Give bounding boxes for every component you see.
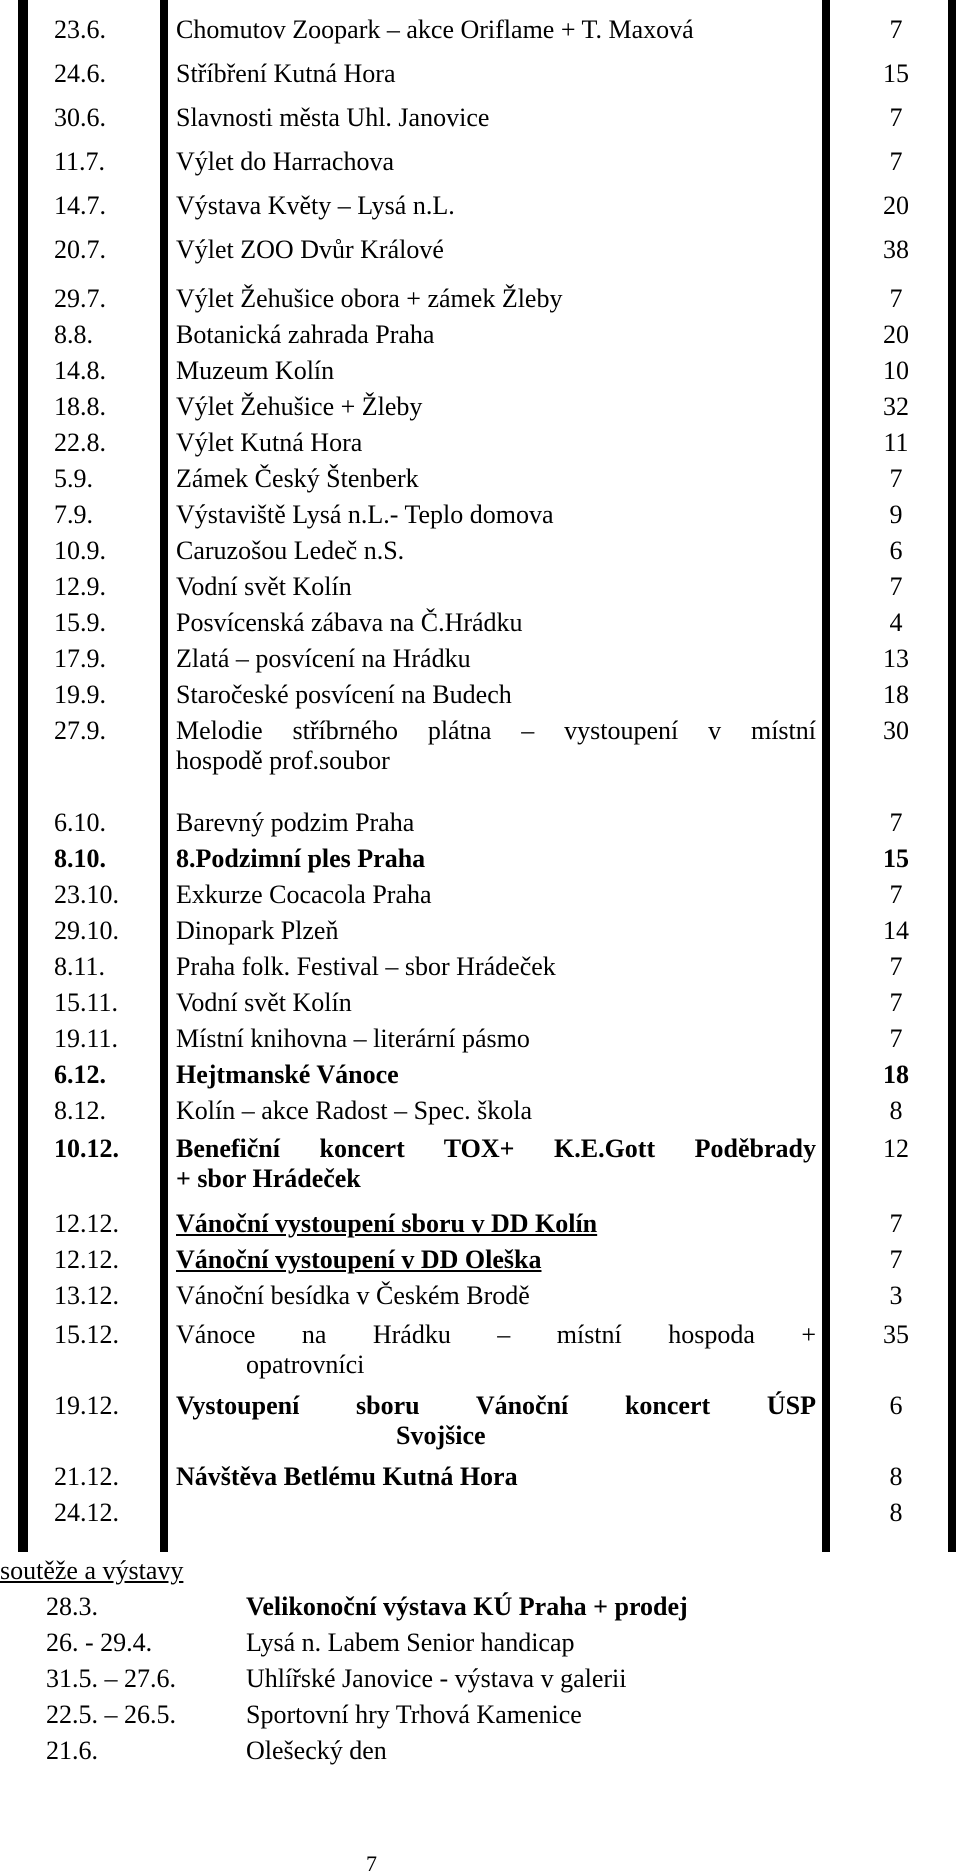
row-date: 10.9. bbox=[54, 536, 106, 565]
row-event-line2: Svojšice bbox=[396, 1421, 486, 1450]
page-number: 7 bbox=[366, 1851, 377, 1876]
row-count: 8 bbox=[889, 1096, 903, 1125]
table-divider-count bbox=[822, 0, 830, 1552]
row-count: 3 bbox=[889, 1281, 903, 1310]
row-date: 7.9. bbox=[54, 500, 93, 529]
row-date: 10.12. bbox=[54, 1134, 119, 1163]
competition-date: 28.3. bbox=[46, 1592, 98, 1621]
row-count: 11 bbox=[883, 428, 909, 457]
competition-date: 31.5. – 27.6. bbox=[46, 1664, 176, 1693]
row-count: 15 bbox=[883, 844, 909, 873]
row-count: 18 bbox=[883, 680, 909, 709]
row-event: Výlet Kutná Hora bbox=[176, 428, 363, 457]
row-event: Vánoční vystoupení sboru v DD Kolín bbox=[176, 1209, 598, 1238]
competition-name: Velikonoční výstava KÚ Praha + prodej bbox=[246, 1592, 688, 1621]
row-event: Exkurze Cocacola Praha bbox=[176, 880, 432, 909]
row-date: 29.10. bbox=[54, 916, 119, 945]
row-count: 7 bbox=[889, 880, 903, 909]
row-date: 24.6. bbox=[54, 59, 106, 88]
row-date: 8.10. bbox=[54, 844, 106, 873]
row-event: Vodní svět Kolín bbox=[176, 988, 352, 1017]
row-event: Chomutov Zoopark – akce Oriflame + T. Maxová bbox=[176, 15, 694, 44]
row-event bbox=[176, 1320, 816, 1380]
row-event-line1: Benefiční koncert TOX+ K.E.Gott Poděbrady bbox=[176, 1134, 816, 1163]
row-event: Muzeum Kolín bbox=[176, 356, 335, 385]
row-date: 23.6. bbox=[54, 15, 106, 44]
row-event: Vánoční vystoupení v DD Oleška bbox=[176, 1245, 542, 1274]
competitions-heading: soutěže a výstavy bbox=[0, 1556, 184, 1585]
events-table bbox=[18, 0, 956, 1552]
row-event: 8.Podzimní ples Praha bbox=[176, 844, 426, 873]
row-event: Staročeské posvícení na Budech bbox=[176, 680, 512, 709]
competition-date: 22.5. – 26.5. bbox=[46, 1700, 176, 1729]
row-date: 21.12. bbox=[54, 1462, 119, 1491]
row-event-line1: Melodie stříbrného plátna – vystoupení v místní bbox=[176, 716, 816, 745]
row-date: 15.12. bbox=[54, 1320, 119, 1349]
row-date: 24.12. bbox=[54, 1498, 119, 1527]
row-count: 18 bbox=[883, 1060, 909, 1089]
row-count: 4 bbox=[889, 608, 903, 637]
row-count: 7 bbox=[889, 1024, 903, 1053]
row-count: 7 bbox=[889, 572, 903, 601]
competition-name: Lysá n. Labem Senior handicap bbox=[246, 1628, 575, 1657]
row-count: 7 bbox=[889, 808, 903, 837]
table-divider-date bbox=[160, 0, 168, 1552]
row-date: 19.12. bbox=[54, 1391, 119, 1420]
row-event: Výlet Žehušice obora + zámek Žleby bbox=[176, 284, 563, 313]
row-count: 8 bbox=[889, 1498, 903, 1527]
row-date: 14.7. bbox=[54, 191, 106, 220]
row-event: Kolín – akce Radost – Spec. škola bbox=[176, 1096, 532, 1125]
row-event: Zámek Český Štenberk bbox=[176, 464, 419, 493]
row-date: 11.7. bbox=[54, 147, 106, 176]
row-date: 23.10. bbox=[54, 880, 119, 909]
row-event: Zlatá – posvícení na Hrádku bbox=[176, 644, 471, 673]
table-border-right bbox=[948, 0, 956, 1552]
row-count: 7 bbox=[889, 1209, 903, 1238]
row-count: 7 bbox=[889, 284, 903, 313]
row-count: 7 bbox=[889, 15, 903, 44]
row-date: 15.11. bbox=[54, 988, 119, 1017]
row-event: Barevný podzim Praha bbox=[176, 808, 415, 837]
row-date: 12.12. bbox=[54, 1209, 119, 1238]
row-event: Výlet Žehušice + Žleby bbox=[176, 392, 423, 421]
row-date: 20.7. bbox=[54, 235, 106, 264]
row-count: 12 bbox=[883, 1134, 909, 1163]
row-count: 6 bbox=[889, 1391, 903, 1420]
row-date: 8.8. bbox=[54, 320, 93, 349]
row-date: 13.12. bbox=[54, 1281, 119, 1310]
row-event-line2: opatrovníci bbox=[246, 1350, 365, 1379]
row-date: 29.7. bbox=[54, 284, 106, 313]
row-event: Hejtmanské Vánoce bbox=[176, 1060, 399, 1089]
row-date: 19.11. bbox=[54, 1024, 119, 1053]
row-event bbox=[176, 1134, 816, 1194]
row-event-line1: Vánoce na Hrádku – místní hospoda + bbox=[176, 1320, 816, 1349]
row-count: 30 bbox=[883, 716, 909, 745]
row-event: Místní knihovna – literární pásmo bbox=[176, 1024, 530, 1053]
competition-date: 21.6. bbox=[46, 1736, 98, 1765]
row-count: 7 bbox=[889, 464, 903, 493]
row-event: Výlet do Harrachova bbox=[176, 147, 395, 176]
row-date: 22.8. bbox=[54, 428, 106, 457]
row-count: 20 bbox=[883, 191, 909, 220]
row-event-line1: Vystoupení sboru Vánoční koncert ÚSP bbox=[176, 1391, 816, 1420]
row-date: 27.9. bbox=[54, 716, 106, 745]
competition-name: Olešecký den bbox=[246, 1736, 387, 1765]
row-date: 8.12. bbox=[54, 1096, 106, 1125]
row-count: 35 bbox=[883, 1320, 909, 1349]
row-count: 7 bbox=[889, 1245, 903, 1274]
row-date: 8.11. bbox=[54, 952, 106, 981]
row-event bbox=[176, 716, 816, 776]
row-event: Vodní svět Kolín bbox=[176, 572, 352, 601]
row-event: Výstaviště Lysá n.L.- Teplo domova bbox=[176, 500, 554, 529]
competition-name: Sportovní hry Trhová Kamenice bbox=[246, 1700, 582, 1729]
row-event: Vánoční besídka v Českém Brodě bbox=[176, 1281, 530, 1310]
row-date: 18.8. bbox=[54, 392, 106, 421]
row-count: 9 bbox=[889, 500, 903, 529]
row-date: 15.9. bbox=[54, 608, 106, 637]
row-event: Botanická zahrada Praha bbox=[176, 320, 435, 349]
row-date: 14.8. bbox=[54, 356, 106, 385]
row-event-line2: + sbor Hrádeček bbox=[176, 1164, 361, 1193]
row-date: 12.12. bbox=[54, 1245, 119, 1274]
row-count: 7 bbox=[889, 952, 903, 981]
row-event: Výlet ZOO Dvůr Králové bbox=[176, 235, 444, 264]
row-count: 20 bbox=[883, 320, 909, 349]
row-event: Výstava Květy – Lysá n.L. bbox=[176, 191, 455, 220]
competition-date: 26. - 29.4. bbox=[46, 1628, 153, 1657]
row-count: 13 bbox=[883, 644, 909, 673]
row-event: Stříbření Kutná Hora bbox=[176, 59, 396, 88]
row-date: 12.9. bbox=[54, 572, 106, 601]
row-count: 14 bbox=[883, 916, 909, 945]
row-date: 30.6. bbox=[54, 103, 106, 132]
row-event: Caruzošou Ledeč n.S. bbox=[176, 536, 405, 565]
row-event: Praha folk. Festival – sbor Hrádeček bbox=[176, 952, 556, 981]
table-border-left bbox=[18, 0, 28, 1552]
row-date: 6.10. bbox=[54, 808, 106, 837]
row-count: 6 bbox=[889, 536, 903, 565]
row-date: 6.12. bbox=[54, 1060, 106, 1089]
row-count: 15 bbox=[883, 59, 909, 88]
row-event bbox=[176, 1391, 816, 1451]
row-count: 8 bbox=[889, 1462, 903, 1491]
row-event: Posvícenská zábava na Č.Hrádku bbox=[176, 608, 523, 637]
row-count: 7 bbox=[889, 988, 903, 1017]
row-count: 7 bbox=[889, 147, 903, 176]
row-event: Návštěva Betlému Kutná Hora bbox=[176, 1462, 518, 1491]
row-date: 5.9. bbox=[54, 464, 93, 493]
row-event: Dinopark Plzeň bbox=[176, 916, 339, 945]
row-count: 7 bbox=[889, 103, 903, 132]
row-count: 38 bbox=[883, 235, 909, 264]
row-count: 10 bbox=[883, 356, 909, 385]
row-count: 32 bbox=[883, 392, 909, 421]
row-date: 17.9. bbox=[54, 644, 106, 673]
row-event-line2: hospodě prof.soubor bbox=[176, 746, 390, 775]
competition-name: Uhlířské Janovice - výstava v galerii bbox=[246, 1664, 627, 1693]
row-event: Slavnosti města Uhl. Janovice bbox=[176, 103, 490, 132]
row-date: 19.9. bbox=[54, 680, 106, 709]
